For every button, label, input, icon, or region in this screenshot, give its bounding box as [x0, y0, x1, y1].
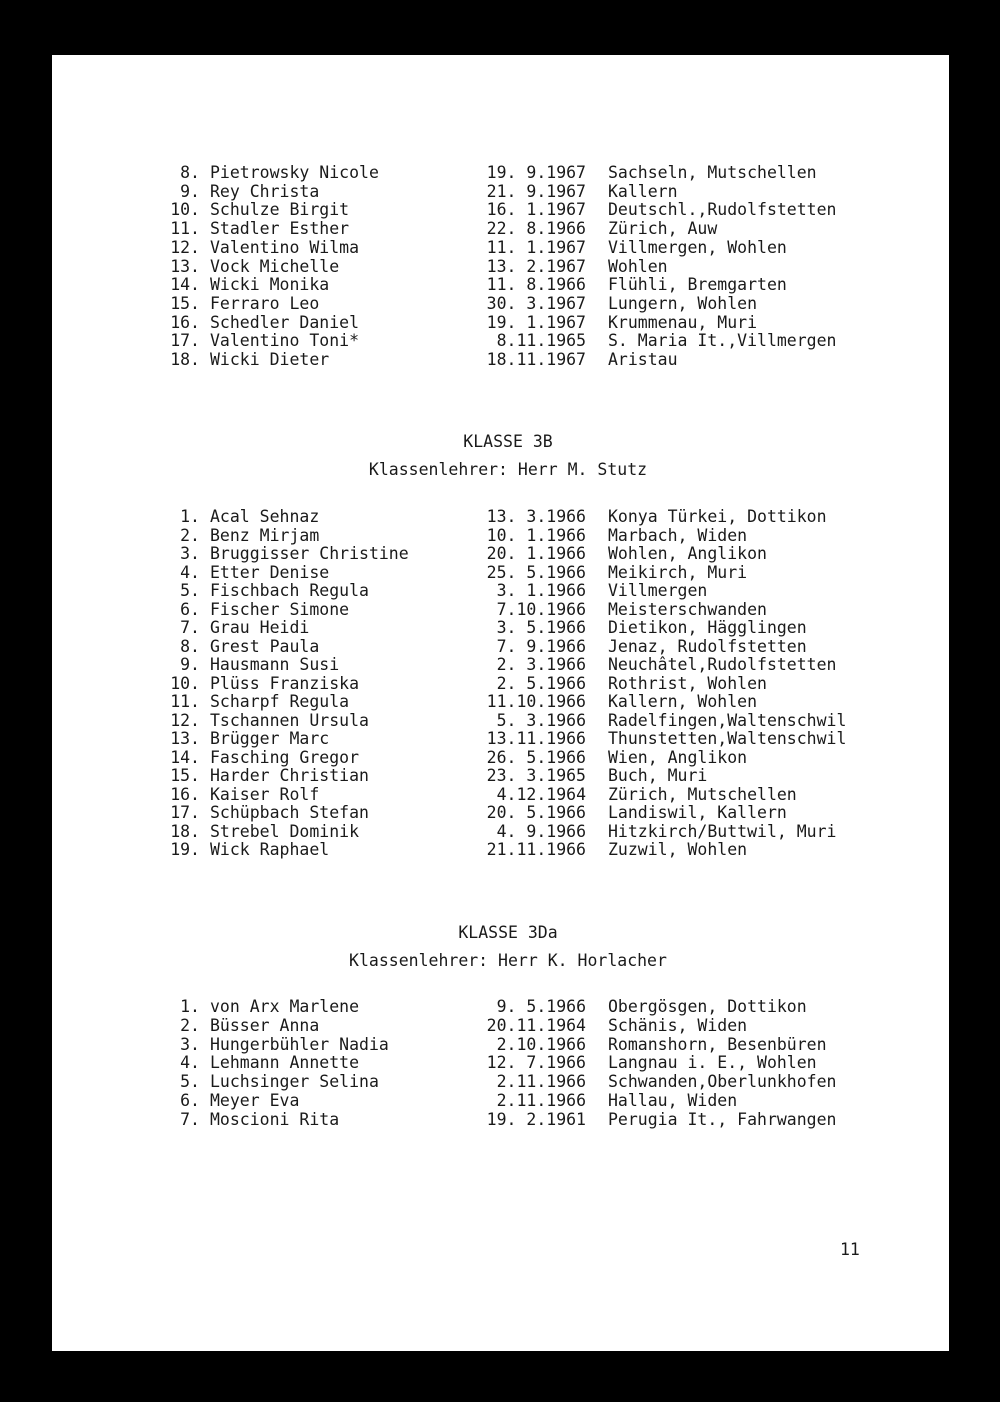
row-name: Tschannen Ursula — [210, 710, 369, 730]
row-place: Zürich, Mutschellen — [608, 784, 797, 804]
row-date: 19. 1.1967 — [486, 312, 586, 332]
row-date: 11.10.1966 — [486, 692, 586, 711]
list-row — [0, 219, 1000, 238]
row-place: Rothrist, Wohlen — [608, 673, 767, 693]
list-row — [0, 163, 1000, 182]
row-name: Strebel Dominik — [210, 821, 360, 841]
row-num: 12. — [170, 710, 200, 730]
row-name: Rey Christa — [210, 181, 320, 201]
row-num: 6. — [180, 1091, 200, 1110]
row-date: 30. 3.1967 — [486, 293, 586, 313]
row-place: Zuzwil, Wohlen — [608, 840, 748, 859]
list-row — [0, 1072, 1000, 1091]
row-name: Etter Denise — [210, 562, 330, 582]
row-num: 17. — [170, 331, 200, 351]
row-place: Villmergen, Wohlen — [608, 237, 787, 257]
row-place: Konya Türkei, Dottikon — [608, 507, 827, 526]
row-date: 3. 1.1966 — [496, 581, 586, 600]
row-num: 7. — [180, 618, 200, 637]
row-place: Perugia It., Fahrwangen — [608, 1109, 837, 1129]
row-name: Fischbach Regula — [210, 581, 369, 600]
row-date: 7.10.1966 — [496, 599, 586, 619]
list-row — [0, 1035, 1000, 1054]
row-place: Radelfingen,Waltenschwil — [608, 710, 847, 730]
row-date: 12. 7.1966 — [486, 1053, 586, 1073]
list-row — [0, 637, 1000, 656]
row-num: 5. — [180, 581, 200, 600]
row-name: Schüpbach Stefan — [210, 803, 369, 822]
row-date: 20. 5.1966 — [486, 803, 586, 822]
row-date: 13.11.1966 — [486, 729, 586, 748]
row-num: 15. — [170, 766, 200, 785]
row-name: Büsser Anna — [210, 1015, 320, 1035]
list-row — [0, 331, 1000, 350]
row-name: Schedler Daniel — [210, 312, 360, 332]
row-date: 4.12.1964 — [496, 784, 586, 804]
row-date: 11. 1.1967 — [486, 237, 586, 257]
row-date: 9. 5.1966 — [496, 997, 586, 1016]
list-row — [0, 766, 1000, 785]
row-date: 25. 5.1966 — [486, 562, 586, 582]
row-date: 16. 1.1967 — [486, 200, 586, 220]
row-place: Meisterschwanden — [608, 599, 767, 619]
row-date: 7. 9.1966 — [496, 636, 586, 656]
row-name: Pietrowsky Nicole — [210, 163, 379, 182]
list-row — [0, 1110, 1000, 1129]
row-num: 9. — [180, 181, 200, 201]
list-row — [0, 238, 1000, 257]
row-place: Thunstetten,Waltenschwil — [608, 729, 847, 748]
row-place: Deutschl.,Rudolfstetten — [608, 200, 837, 220]
list-row — [0, 803, 1000, 822]
row-place: Jenaz, Rudolfstetten — [608, 636, 807, 656]
row-num: 4. — [180, 562, 200, 582]
list-row — [0, 748, 1000, 767]
row-num: 18. — [170, 350, 200, 369]
section-teacher-3b: Klassenlehrer: Herr M. Stutz — [368, 460, 648, 479]
list-row — [0, 711, 1000, 730]
row-name: Vock Michelle — [210, 256, 340, 276]
section-title-3b: KLASSE 3B — [463, 432, 553, 451]
row-name: Plüss Franziska — [210, 673, 360, 693]
row-date: 4. 9.1966 — [496, 821, 586, 841]
row-place: Kallern, Wohlen — [608, 692, 758, 711]
list-row — [0, 544, 1000, 563]
list-row — [0, 674, 1000, 693]
row-name: Hausmann Susi — [210, 655, 340, 674]
row-place: Kallern — [608, 181, 678, 201]
row-place: Hitzkirch/Buttwil, Muri — [608, 821, 837, 841]
row-num: 8. — [180, 636, 200, 656]
row-place: Obergösgen, Dottikon — [608, 997, 807, 1016]
row-name: Kaiser Rolf — [210, 784, 320, 804]
list-row — [0, 1053, 1000, 1072]
row-num: 10. — [170, 200, 200, 220]
row-name: Schulze Birgit — [210, 200, 350, 220]
page-number: 11 — [840, 1240, 860, 1259]
row-name: Valentino Toni* — [210, 331, 360, 351]
list-row — [0, 997, 1000, 1016]
row-date: 2.10.1966 — [496, 1034, 586, 1054]
list-row — [0, 563, 1000, 582]
row-date: 18.11.1967 — [486, 350, 586, 369]
row-date: 13. 3.1966 — [486, 507, 586, 526]
row-place: Neuchâtel,Rudolfstetten — [608, 655, 837, 674]
row-num: 2. — [180, 1015, 200, 1035]
row-date: 20. 1.1966 — [486, 544, 586, 563]
list-row — [0, 350, 1000, 369]
list-row — [0, 655, 1000, 674]
list-row — [0, 600, 1000, 619]
row-num: 2. — [180, 525, 200, 545]
row-place: Wohlen — [608, 256, 668, 276]
row-num: 5. — [180, 1072, 200, 1092]
row-name: Wicki Dieter — [210, 350, 330, 369]
list-row — [0, 729, 1000, 748]
row-date: 19. 2.1961 — [486, 1109, 586, 1129]
row-date: 2. 5.1966 — [496, 673, 586, 693]
row-name: Harder Christian — [210, 766, 369, 785]
row-num: 13. — [170, 256, 200, 276]
row-place: Landiswil, Kallern — [608, 803, 787, 822]
row-place: Krummenau, Muri — [608, 312, 758, 332]
row-num: 1. — [180, 507, 200, 526]
row-place: Schwanden,Oberlunkhofen — [608, 1072, 837, 1092]
list-row — [0, 618, 1000, 637]
row-date: 21.11.1966 — [486, 840, 586, 859]
row-name: Hungerbühler Nadia — [210, 1034, 389, 1054]
row-num: 16. — [170, 312, 200, 332]
row-date: 11. 8.1966 — [486, 275, 586, 295]
row-num: 8. — [180, 163, 200, 182]
row-place: Wohlen, Anglikon — [608, 544, 767, 563]
row-date: 2. 3.1966 — [496, 655, 586, 674]
row-place: Flühli, Bremgarten — [608, 275, 787, 295]
list-row — [0, 822, 1000, 841]
row-name: Fasching Gregor — [210, 747, 360, 767]
row-num: 11. — [170, 219, 200, 239]
row-date: 2.11.1966 — [496, 1091, 586, 1110]
row-num: 17. — [170, 803, 200, 822]
list-row — [0, 581, 1000, 600]
row-name: Scharpf Regula — [210, 692, 350, 711]
section-teacher-3da: Klassenlehrer: Herr K. Horlacher — [349, 951, 667, 970]
row-place: Sachseln, Mutschellen — [608, 163, 817, 182]
row-place: Buch, Muri — [608, 766, 708, 785]
row-name: Luchsinger Selina — [210, 1072, 379, 1092]
list-row — [0, 692, 1000, 711]
row-date: 5. 3.1966 — [496, 710, 586, 730]
list-row — [0, 785, 1000, 804]
row-name: von Arx Marlene — [210, 997, 360, 1016]
row-date: 20.11.1964 — [486, 1015, 586, 1035]
row-num: 7. — [180, 1109, 200, 1129]
row-name: Stadler Esther — [210, 219, 350, 239]
row-place: Aristau — [608, 350, 678, 369]
row-name: Ferraro Leo — [210, 293, 320, 313]
row-date: 3. 5.1966 — [496, 618, 586, 637]
row-place: Lungern, Wohlen — [608, 293, 758, 313]
row-num: 12. — [170, 237, 200, 257]
row-num: 4. — [180, 1053, 200, 1073]
list-row — [0, 294, 1000, 313]
row-date: 10. 1.1966 — [486, 525, 586, 545]
list-row — [0, 313, 1000, 332]
row-num: 10. — [170, 673, 200, 693]
row-name: Bruggisser Christine — [210, 544, 409, 563]
row-place: Wien, Anglikon — [608, 747, 748, 767]
row-place: Langnau i. E., Wohlen — [608, 1053, 817, 1073]
row-name: Benz Mirjam — [210, 525, 320, 545]
row-date: 22. 8.1966 — [486, 219, 586, 239]
row-name: Valentino Wilma — [210, 237, 360, 257]
row-place: Meikirch, Muri — [608, 562, 748, 582]
row-num: 18. — [170, 821, 200, 841]
row-name: Grau Heidi — [210, 618, 310, 637]
list-row — [0, 840, 1000, 859]
row-num: 13. — [170, 729, 200, 748]
list-row — [0, 1016, 1000, 1035]
row-place: Dietikon, Hägglingen — [608, 618, 807, 637]
row-name: Lehmann Annette — [210, 1053, 360, 1073]
list-row — [0, 526, 1000, 545]
row-name: Acal Sehnaz — [210, 507, 320, 526]
row-date: 23. 3.1965 — [486, 766, 586, 785]
row-num: 15. — [170, 293, 200, 313]
row-place: Villmergen — [608, 581, 708, 600]
row-num: 3. — [180, 1034, 200, 1054]
row-place: Romanshorn, Besenbüren — [608, 1034, 827, 1054]
row-num: 14. — [170, 747, 200, 767]
row-name: Meyer Eva — [210, 1091, 300, 1110]
row-date: 8.11.1965 — [496, 331, 586, 351]
row-date: 2.11.1966 — [496, 1072, 586, 1092]
row-place: Schänis, Widen — [608, 1015, 748, 1035]
row-num: 3. — [180, 544, 200, 563]
row-num: 1. — [180, 997, 200, 1016]
row-date: 26. 5.1966 — [486, 747, 586, 767]
row-name: Wick Raphael — [210, 840, 330, 859]
row-date: 13. 2.1967 — [486, 256, 586, 276]
row-num: 14. — [170, 275, 200, 295]
list-row — [0, 1091, 1000, 1110]
row-num: 11. — [170, 692, 200, 711]
row-name: Grest Paula — [210, 636, 320, 656]
row-name: Fischer Simone — [210, 599, 350, 619]
row-place: Zürich, Auw — [608, 219, 718, 239]
row-name: Moscioni Rita — [210, 1109, 340, 1129]
row-date: 19. 9.1967 — [486, 163, 586, 182]
list-row — [0, 275, 1000, 294]
list-row — [0, 182, 1000, 201]
row-num: 6. — [180, 599, 200, 619]
row-place: S. Maria It.,Villmergen — [608, 331, 837, 351]
row-num: 16. — [170, 784, 200, 804]
row-place: Hallau, Widen — [608, 1091, 738, 1110]
row-num: 9. — [180, 655, 200, 674]
list-row — [0, 507, 1000, 526]
section-title-3da: KLASSE 3Da — [458, 923, 558, 942]
row-date: 21. 9.1967 — [486, 181, 586, 201]
row-num: 19. — [170, 840, 200, 859]
row-place: Marbach, Widen — [608, 525, 748, 545]
row-name: Brügger Marc — [210, 729, 330, 748]
row-name: Wicki Monika — [210, 275, 330, 295]
list-row — [0, 257, 1000, 276]
list-row — [0, 200, 1000, 219]
